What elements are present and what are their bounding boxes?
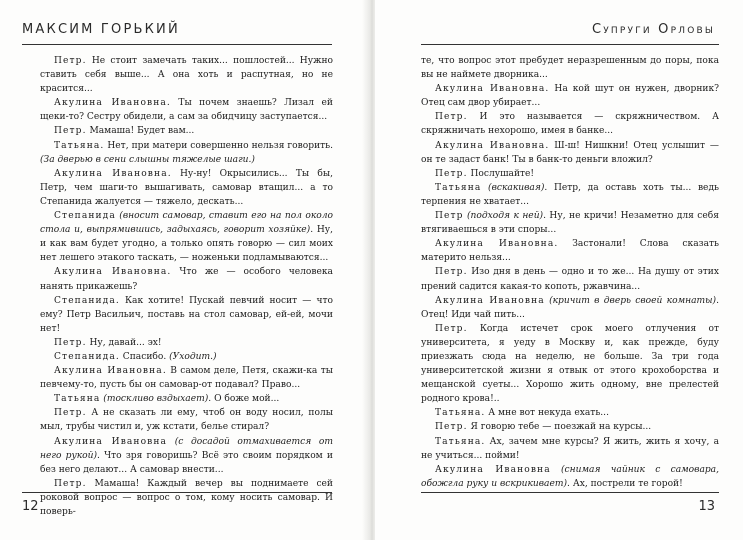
speaker-name: Акулина Ивановна. (435, 239, 559, 250)
speaker-name: Татьяна. (435, 408, 486, 419)
dialogue-paragraph (40, 209, 333, 265)
dialogue-paragraph (40, 392, 333, 406)
stage-direction: (подходя к ней). (463, 211, 546, 222)
dialogue-paragraph (421, 463, 719, 491)
speaker-name: Акулина Ивановна (54, 436, 168, 447)
speaker-name: Акулина Ивановна. (54, 267, 172, 278)
speaker-name: Степанида. (54, 295, 120, 306)
speaker-name: Акулина Ивановна (435, 295, 545, 306)
page-number-right: 13 (698, 499, 715, 514)
dialogue-paragraph (40, 294, 333, 336)
dialogue-paragraph (421, 209, 719, 237)
speaker-name: Петр. (435, 323, 468, 334)
dialogue-line: Когда истечет срок моего отлучения от университета, я уеду в Москву и, как прежде, буду приезжать сюда на неделю, не больше. За три года университетской жизни я отвык от этого крохоборства и мещанской суеты... Хорошо жить одному, вне прелестей родного крова!.. (421, 323, 719, 405)
dialogue-line: Изо дня в день — одно и то же... На душу от этих прений садится какая-то копоть, ржавчина... (421, 267, 719, 292)
speaker-name: Петр. (435, 422, 468, 433)
dialogue-paragraph (40, 96, 333, 124)
speaker-name: Петр. (54, 126, 87, 137)
dialogue-line: Застонали! Слова сказать материто нельзя... (421, 239, 719, 264)
dialogue-line: те, что вопрос этот пребудет неразрешенным до поры, пока вы не наймете дворника... (421, 56, 719, 81)
dialogue-line: Послушайте! (467, 168, 535, 179)
stage-direction: (Уходит.) (166, 351, 217, 362)
dialogue-line: Ну-ну! Окрысились... Ты бы, Петр, чем шаги-то вышагивать, самовар втащил... а то Степанида жалуется — тяжело, дескать... (40, 168, 334, 207)
speaker-name: Степанида (54, 211, 116, 222)
dialogue-line: Мамаша! Каждый вечер вы поднимаете сей роковой вопрос — вопрос о том, кому носить самовар. И поверь- (40, 478, 333, 517)
speaker-name: Петр. (54, 56, 87, 66)
speaker-name: Петр. (54, 337, 87, 348)
right-page-text (421, 54, 719, 491)
dialogue-line: Что же — особого человека нанять прикажешь? (40, 267, 333, 292)
dialogue-paragraph (421, 181, 719, 209)
dialogue-paragraph (421, 54, 719, 82)
dialogue-line: Что зря говоришь? Всё это своим порядком и без него делают... А самовар внести... (40, 450, 333, 475)
dialogue-line: Как хотите! Пускай певчий носит — что ему? Петр Васильич, поставь на стол самовар, ей-ей, мочи нет! (40, 295, 333, 334)
dialogue-paragraph (40, 336, 333, 350)
dialogue-line: В самом деле, Петя, скажи-ка ты певчему-то, пусть бы он самовар-от подавал? Право... (40, 366, 333, 391)
dialogue-paragraph (40, 124, 333, 138)
dialogue-paragraph (421, 139, 719, 167)
dialogue-paragraph (40, 364, 333, 392)
dialogue-line: Нет, при матери совершенно нельзя говорить. (104, 140, 333, 151)
stage-direction: (тоскливо вздыхает). (100, 394, 212, 405)
dialogue-paragraph (421, 435, 719, 463)
dialogue-paragraph (40, 406, 333, 434)
dialogue-paragraph (421, 265, 719, 293)
dialogue-paragraph (421, 237, 719, 265)
dialogue-line: Ну, давай... эх! (86, 337, 162, 348)
speaker-name: Акулина Ивановна. (54, 168, 172, 179)
page-number-left: 12 (22, 499, 39, 514)
speaker-name: Татьяна. (54, 140, 105, 151)
dialogue-line: Я говорю тебе — поезжай на курсы... (467, 422, 652, 433)
stage-direction: (снимая чайник с самовара, обожгла руку и вскрикивает). (421, 464, 719, 489)
header-rule (421, 44, 719, 45)
speaker-name: Петр. (435, 267, 468, 278)
speaker-name: Акулина Ивановна (435, 464, 551, 475)
speaker-name: Акулина Ивановна. (54, 366, 167, 377)
dialogue-line: Петр, да оставь хоть ты... ведь терпения не хватает... (421, 182, 719, 207)
dialogue-line: О боже мой... (211, 394, 280, 405)
dialogue-paragraph (40, 139, 333, 167)
dialogue-paragraph (40, 167, 333, 209)
speaker-name: Петр. (435, 112, 468, 123)
speaker-name: Татьяна (435, 182, 482, 193)
dialogue-paragraph (421, 406, 719, 420)
dialogue-line: Ну, не кричи! Незаметно для себя втягиваешься в эти споры... (421, 211, 719, 236)
dialogue-line: Отец! Иди чай пить... (421, 309, 525, 320)
dialogue-line: Ты почем знаешь? Лизал ей щеки-то? Сестру обидели, а сам за обидчицу заступается... (40, 98, 333, 123)
footer-rule (421, 492, 719, 493)
dialogue-line: А не сказать ли ему, чтоб он воду носил, полы мыл, трубы чистил и, уж кстати, белье стирал? (40, 408, 333, 433)
left-page-text (40, 54, 333, 519)
dialogue-line: А мне вот некуда ехать... (485, 408, 609, 419)
stage-direction: (кричит в дверь своей комнаты). (544, 295, 719, 306)
speaker-name: Степанида. (54, 351, 120, 362)
running-head-title: Супруги Орловы (591, 22, 715, 37)
dialogue-paragraph (421, 110, 719, 138)
dialogue-paragraph (421, 294, 719, 322)
dialogue-paragraph (421, 322, 719, 407)
stage-direction: (вскакивая). (481, 182, 548, 193)
running-head-author: МАКСИМ ГОРЬКИЙ (22, 22, 180, 37)
right-page (375, 0, 743, 540)
dialogue-line: Мамаша! Будет вам... (86, 126, 195, 137)
dialogue-paragraph (40, 54, 333, 96)
dialogue-line: И это называется — скряжничеством. А скряжничать нехорошо, имея в банке... (421, 112, 719, 137)
dialogue-line: Не стоит замечать таких... пошлостей... Нужно ставить себя выше... А она хоть и распутная, но не красится... (40, 56, 333, 95)
speaker-name: Акулина Ивановна. (435, 140, 550, 151)
speaker-name: Петр. (54, 478, 87, 489)
dialogue-line: Ну, и как вам будет угодно, а только опять говорю — сил моих нет лешего этакого таскать, — ноженьки подламываются... (40, 225, 333, 264)
footer-rule (22, 492, 332, 493)
left-page (0, 0, 368, 540)
stage-direction: (с досадой отмахивается от него рукой). (40, 436, 334, 461)
dialogue-line: Спасибо. (119, 351, 167, 362)
dialogue-line: На кой шут он нужен, дворник? Отец сам двор убирает... (421, 84, 719, 109)
speaker-name: Татьяна (54, 394, 101, 405)
dialogue-paragraph (40, 477, 333, 519)
speaker-name: Петр. (435, 168, 468, 179)
dialogue-line: Ах, зачем мне курсы? Я жить, жить я хочу, а не учиться... пойми! (421, 436, 719, 461)
dialogue-paragraph (40, 350, 333, 364)
dialogue-paragraph (40, 435, 333, 477)
stage-direction: (вносит самовар, ставит его на пол около стола и, выпрямившись, задыхаясь, говорит хозяйке). (40, 211, 333, 236)
speaker-name: Акулина Ивановна. (435, 84, 550, 95)
speaker-name: Акулина Ивановна. (54, 98, 171, 109)
speaker-name: Татьяна. (435, 436, 486, 447)
stage-direction: (За дверью в сени слышны тяжелые шаги.) (40, 154, 255, 165)
speaker-name: Петр (435, 211, 464, 222)
dialogue-paragraph (421, 167, 719, 181)
dialogue-paragraph (421, 82, 719, 110)
header-rule (22, 44, 332, 45)
dialogue-line: Ах, пострели те горой! (569, 478, 683, 489)
dialogue-paragraph (40, 265, 333, 293)
speaker-name: Петр. (54, 408, 87, 419)
dialogue-paragraph (421, 420, 719, 434)
dialogue-line: Ш-ш! Нишкни! Отец услышит — он те задаст банк! Ты в банк-то деньги вложил? (421, 140, 719, 165)
